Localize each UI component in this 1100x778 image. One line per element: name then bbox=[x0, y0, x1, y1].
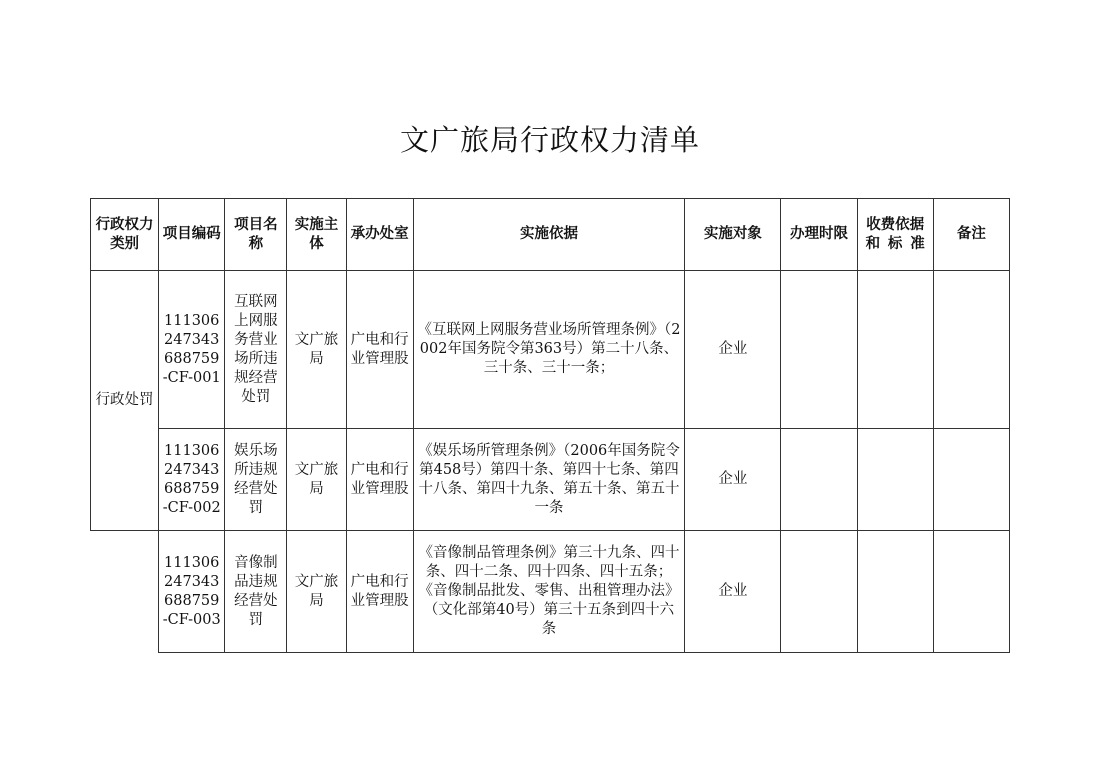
header-name: 项目名称 bbox=[225, 199, 287, 271]
note-cell bbox=[933, 271, 1009, 429]
name-cell: 互联网上网服务营业场所违规经营处罚 bbox=[225, 271, 287, 429]
header-fee: 收费依据和标准 bbox=[857, 199, 933, 271]
fee-cell bbox=[857, 429, 933, 531]
header-time-limit: 办理时限 bbox=[781, 199, 857, 271]
header-code: 项目编码 bbox=[159, 199, 225, 271]
header-category: 行政权力类别 bbox=[91, 199, 159, 271]
basis-cell: 《娱乐场所管理条例》（2006年国务院令第458号）第四十条、第四十七条、第四十八条、第四十九条、第五十条、第五十一条 bbox=[413, 429, 685, 531]
header-basis: 实施依据 bbox=[413, 199, 685, 271]
basis-cell: 《音像制品管理条例》第三十九条、四十条、四十二条、四十四条、四十五条；《音像制品批发、零售、出租管理办法》（文化部第40号）第三十五条到四十六条 bbox=[413, 531, 685, 653]
category-cell-empty bbox=[91, 531, 159, 653]
category-cell: 行政处罚 bbox=[91, 271, 159, 531]
basis-cell: 《互联网上网服务营业场所管理条例》（2002年国务院令第363号）第二十八条、三十条、三十一条； bbox=[413, 271, 685, 429]
name-cell: 音像制品违规经营处罚 bbox=[225, 531, 287, 653]
target-cell: 企业 bbox=[685, 531, 781, 653]
header-subject: 实施主体 bbox=[287, 199, 346, 271]
page-title: 文广旅局行政权力清单 bbox=[399, 123, 700, 157]
table-row bbox=[91, 429, 1010, 531]
note-cell bbox=[933, 429, 1009, 531]
office-cell: 广电和行业管理股 bbox=[346, 531, 413, 653]
table-row bbox=[91, 531, 1010, 653]
target-cell: 企业 bbox=[685, 429, 781, 531]
header-target: 实施对象 bbox=[685, 199, 781, 271]
subject-cell: 文广旅局 bbox=[287, 271, 346, 429]
code-cell: 111306247343688759-CF-002 bbox=[159, 429, 225, 531]
target-cell: 企业 bbox=[685, 271, 781, 429]
header-office: 承办处室 bbox=[346, 199, 413, 271]
office-cell: 广电和行业管理股 bbox=[346, 429, 413, 531]
subject-cell: 文广旅局 bbox=[287, 429, 346, 531]
code-cell: 111306247343688759-CF-003 bbox=[159, 531, 225, 653]
note-cell bbox=[933, 531, 1009, 653]
time-limit-cell bbox=[781, 531, 857, 653]
name-cell: 娱乐场所违规经营处罚 bbox=[225, 429, 287, 531]
power-list-table bbox=[90, 198, 1010, 653]
header-row bbox=[91, 199, 1010, 271]
office-cell: 广电和行业管理股 bbox=[346, 271, 413, 429]
time-limit-cell bbox=[781, 271, 857, 429]
fee-cell bbox=[857, 271, 933, 429]
fee-cell bbox=[857, 531, 933, 653]
subject-cell: 文广旅局 bbox=[287, 531, 346, 653]
time-limit-cell bbox=[781, 429, 857, 531]
code-cell: 111306247343688759-CF-001 bbox=[159, 271, 225, 429]
header-note: 备注 bbox=[933, 199, 1009, 271]
table-row bbox=[91, 271, 1010, 429]
